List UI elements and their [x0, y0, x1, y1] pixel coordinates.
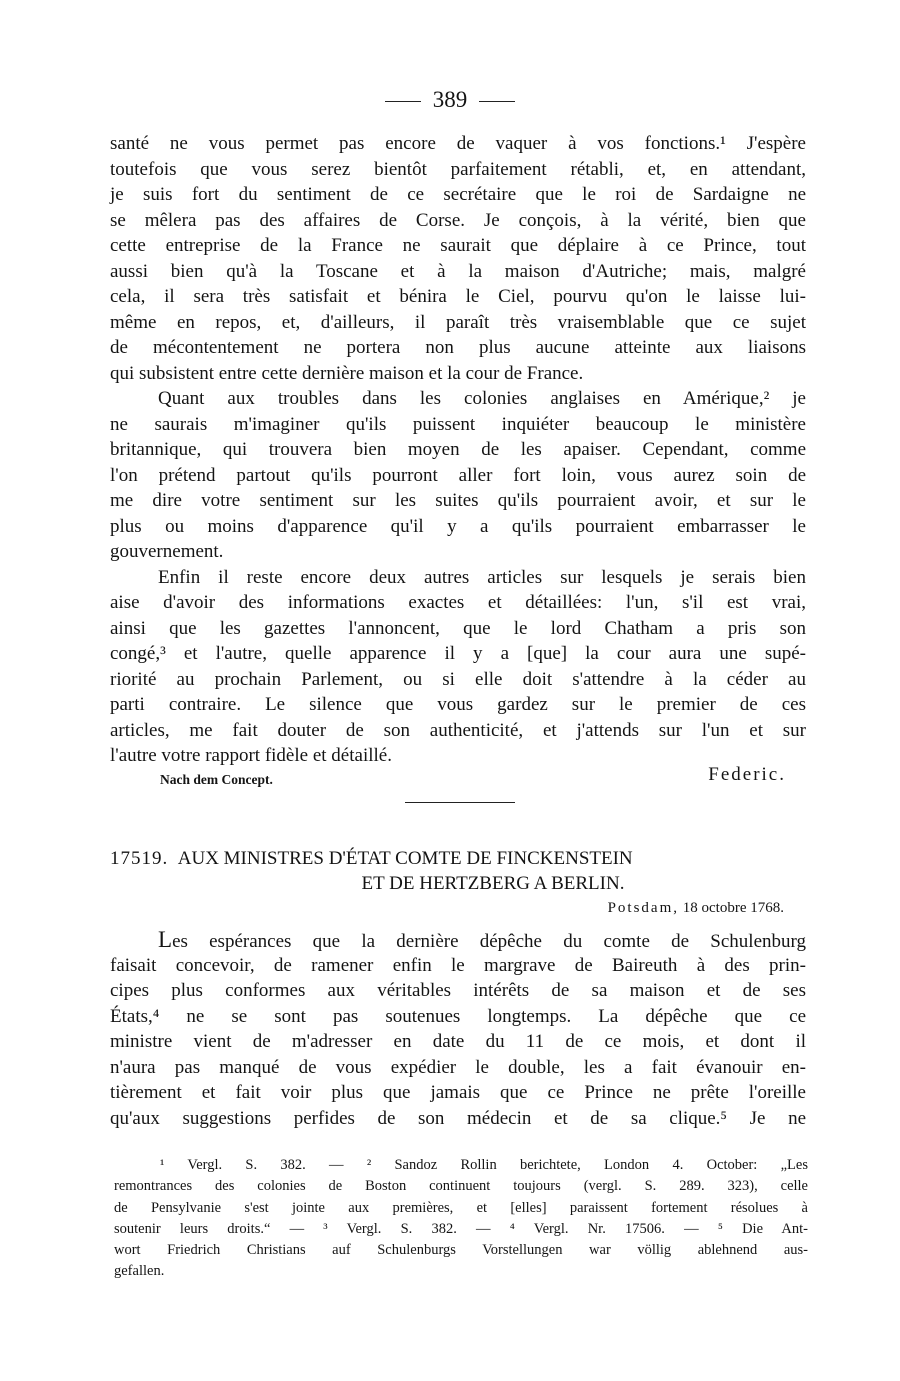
first-line-rest: es espérances que la dernière dépêche du comte de Schulenburg	[172, 931, 806, 952]
text-line: britannique, qui trouvera bien moyen de les apaiser. Cependant, comme	[110, 439, 806, 460]
text-line: gouvernement.	[110, 541, 224, 562]
text-line: parti contraire. Le silence que vous gardez sur le premier de ces	[110, 694, 806, 715]
text-line: toutefois que vous serez bientôt parfaitement rétabli, et, en attendant,	[110, 158, 806, 180]
header-dash-right	[479, 101, 515, 102]
footnotes	[114, 1155, 808, 1283]
text-line: me dire votre sentiment sur les suites qu'ils pourraient avoir, et sur le	[110, 490, 806, 511]
footnote-line: soutenir leurs droits.“ — ³ Vergl. S. 382. — ⁴ Vergl. Nr. 17506. — ⁵ Die Ant-	[114, 1220, 808, 1237]
text-line: ainsi que les gazettes l'annoncent, que le lord Chatham a pris son	[110, 617, 806, 639]
text-line: tièrement et fait voir plus que jamais que ce Prince ne prête l'oreille	[110, 1082, 806, 1103]
heading-line-2: ET DE HERTZBERG A BERLIN.	[361, 873, 625, 894]
text-line: États,⁴ ne se sont pas soutenues longtemps. La dépêche que ce	[110, 1005, 806, 1027]
header-dash-left	[385, 101, 421, 102]
closing-row	[160, 764, 786, 790]
page-number: 389	[432, 87, 468, 112]
heading-line-1	[110, 846, 806, 871]
footnote-line: wort Friedrich Christians auf Schulenburgs Vorstellungen war völlig ablehnend aus-	[114, 1242, 808, 1259]
text-line: congé,³ et l'autre, quelle apparence il y a [que] la cour aura une supé-	[110, 643, 806, 664]
letter-number: 17519.	[110, 848, 169, 869]
text-line: cipes plus conformes aux véritables intérêts de sa maison et de ses	[110, 980, 806, 1001]
text-line: riorité au prochain Parlement, ou si elle doit s'attendre à la céder au	[110, 668, 806, 690]
text-line: qu'aux suggestions perfides de son médecin et de sa clique.⁵ Je ne	[110, 1107, 806, 1129]
letter-heading	[110, 846, 806, 896]
text-line: aussi bien qu'à la Toscane et à la maison d'Autriche; mais, malgré	[110, 260, 806, 282]
text-line: Quant aux troubles dans les colonies anglaises en Amérique,² je	[158, 388, 806, 409]
text-line: l'autre votre rapport fidèle et détaillé.	[110, 745, 392, 766]
text-line: articles, me fait douter de son authenticité, et j'attends sur l'un et sur	[110, 719, 806, 741]
text-line: ne saurais m'imaginer qu'ils puissent inquiéter beaucoup le ministère	[110, 413, 806, 435]
section-divider	[405, 802, 515, 803]
text-line	[110, 927, 806, 953]
footnote-line: ¹ Vergl. S. 382. — ² Sandoz Rollin berichtete, London 4. October: „Les	[160, 1157, 808, 1173]
text-line: même en repos, et, d'ailleurs, il paraît très vraisemblable que ce sujet	[110, 311, 806, 333]
continuation-text	[110, 131, 806, 769]
text-line: de mécontentement ne portera non plus aucune atteinte aux liaisons	[110, 337, 806, 358]
text-line: plus ou moins d'apparence qu'il y a qu'ils pourraient embarrasser le	[110, 515, 806, 537]
initial-letter: L	[158, 927, 173, 952]
text-line: qui subsistent entre cette dernière maison et la cour de France.	[110, 362, 584, 384]
footnote-line: gefallen.	[114, 1263, 165, 1280]
footnote-line: remontrances des colonies de Boston continuent toujours (vergl. S. 289. 323), celle	[114, 1178, 808, 1195]
text-line: cela, il sera très satisfait et bénira le Ciel, pourvu qu'on le laisse lui-	[110, 286, 806, 307]
text-line: ministre vient de m'adresser en date du 11 de ce mois, et dont il	[110, 1031, 806, 1052]
letter-date	[608, 900, 784, 917]
heading-recipient: AUX MINISTRES D'ÉTAT COMTE DE FINCKENSTEIN	[177, 848, 633, 869]
signature: Federic.	[708, 764, 786, 785]
text-line: aise d'avoir des informations exactes et détaillées: l'un, s'il est vrai,	[110, 592, 806, 613]
letter-text	[110, 927, 806, 1131]
date-text: 18 octobre 1768.	[682, 900, 784, 916]
page-number-header	[0, 86, 900, 114]
text-line: faisait concevoir, de ramener enfin le margrave de Baireuth à des prin-	[110, 954, 806, 976]
text-line: n'aura pas manqué de vous expédier le double, les a fait évanouir en-	[110, 1056, 806, 1078]
text-line: je suis fort du sentiment de ce secrétaire que le roi de Sardaigne ne	[110, 184, 806, 205]
text-line: Enfin il reste encore deux autres articles sur lesquels je serais bien	[158, 566, 806, 588]
text-line: cette entreprise de la France ne saurait que déplaire à ce Prince, tout	[110, 235, 806, 256]
text-line: se mêlera pas des affaires de Corse. Je conçois, à la vérité, bien que	[110, 209, 806, 231]
text-line: l'on prétend partout qu'ils pourront aller fort loin, vous aurez soin de	[110, 464, 806, 486]
footnote-line: de Pensylvanie s'est jointe aux premières, et [elles] paraissent fortement résolues à	[114, 1199, 808, 1216]
date-place: Potsdam,	[607, 900, 680, 916]
text-line: santé ne vous permet pas encore de vaquer à vos fonctions.¹ J'espère	[110, 133, 806, 154]
source-note: Nach dem Concept.	[160, 772, 273, 787]
